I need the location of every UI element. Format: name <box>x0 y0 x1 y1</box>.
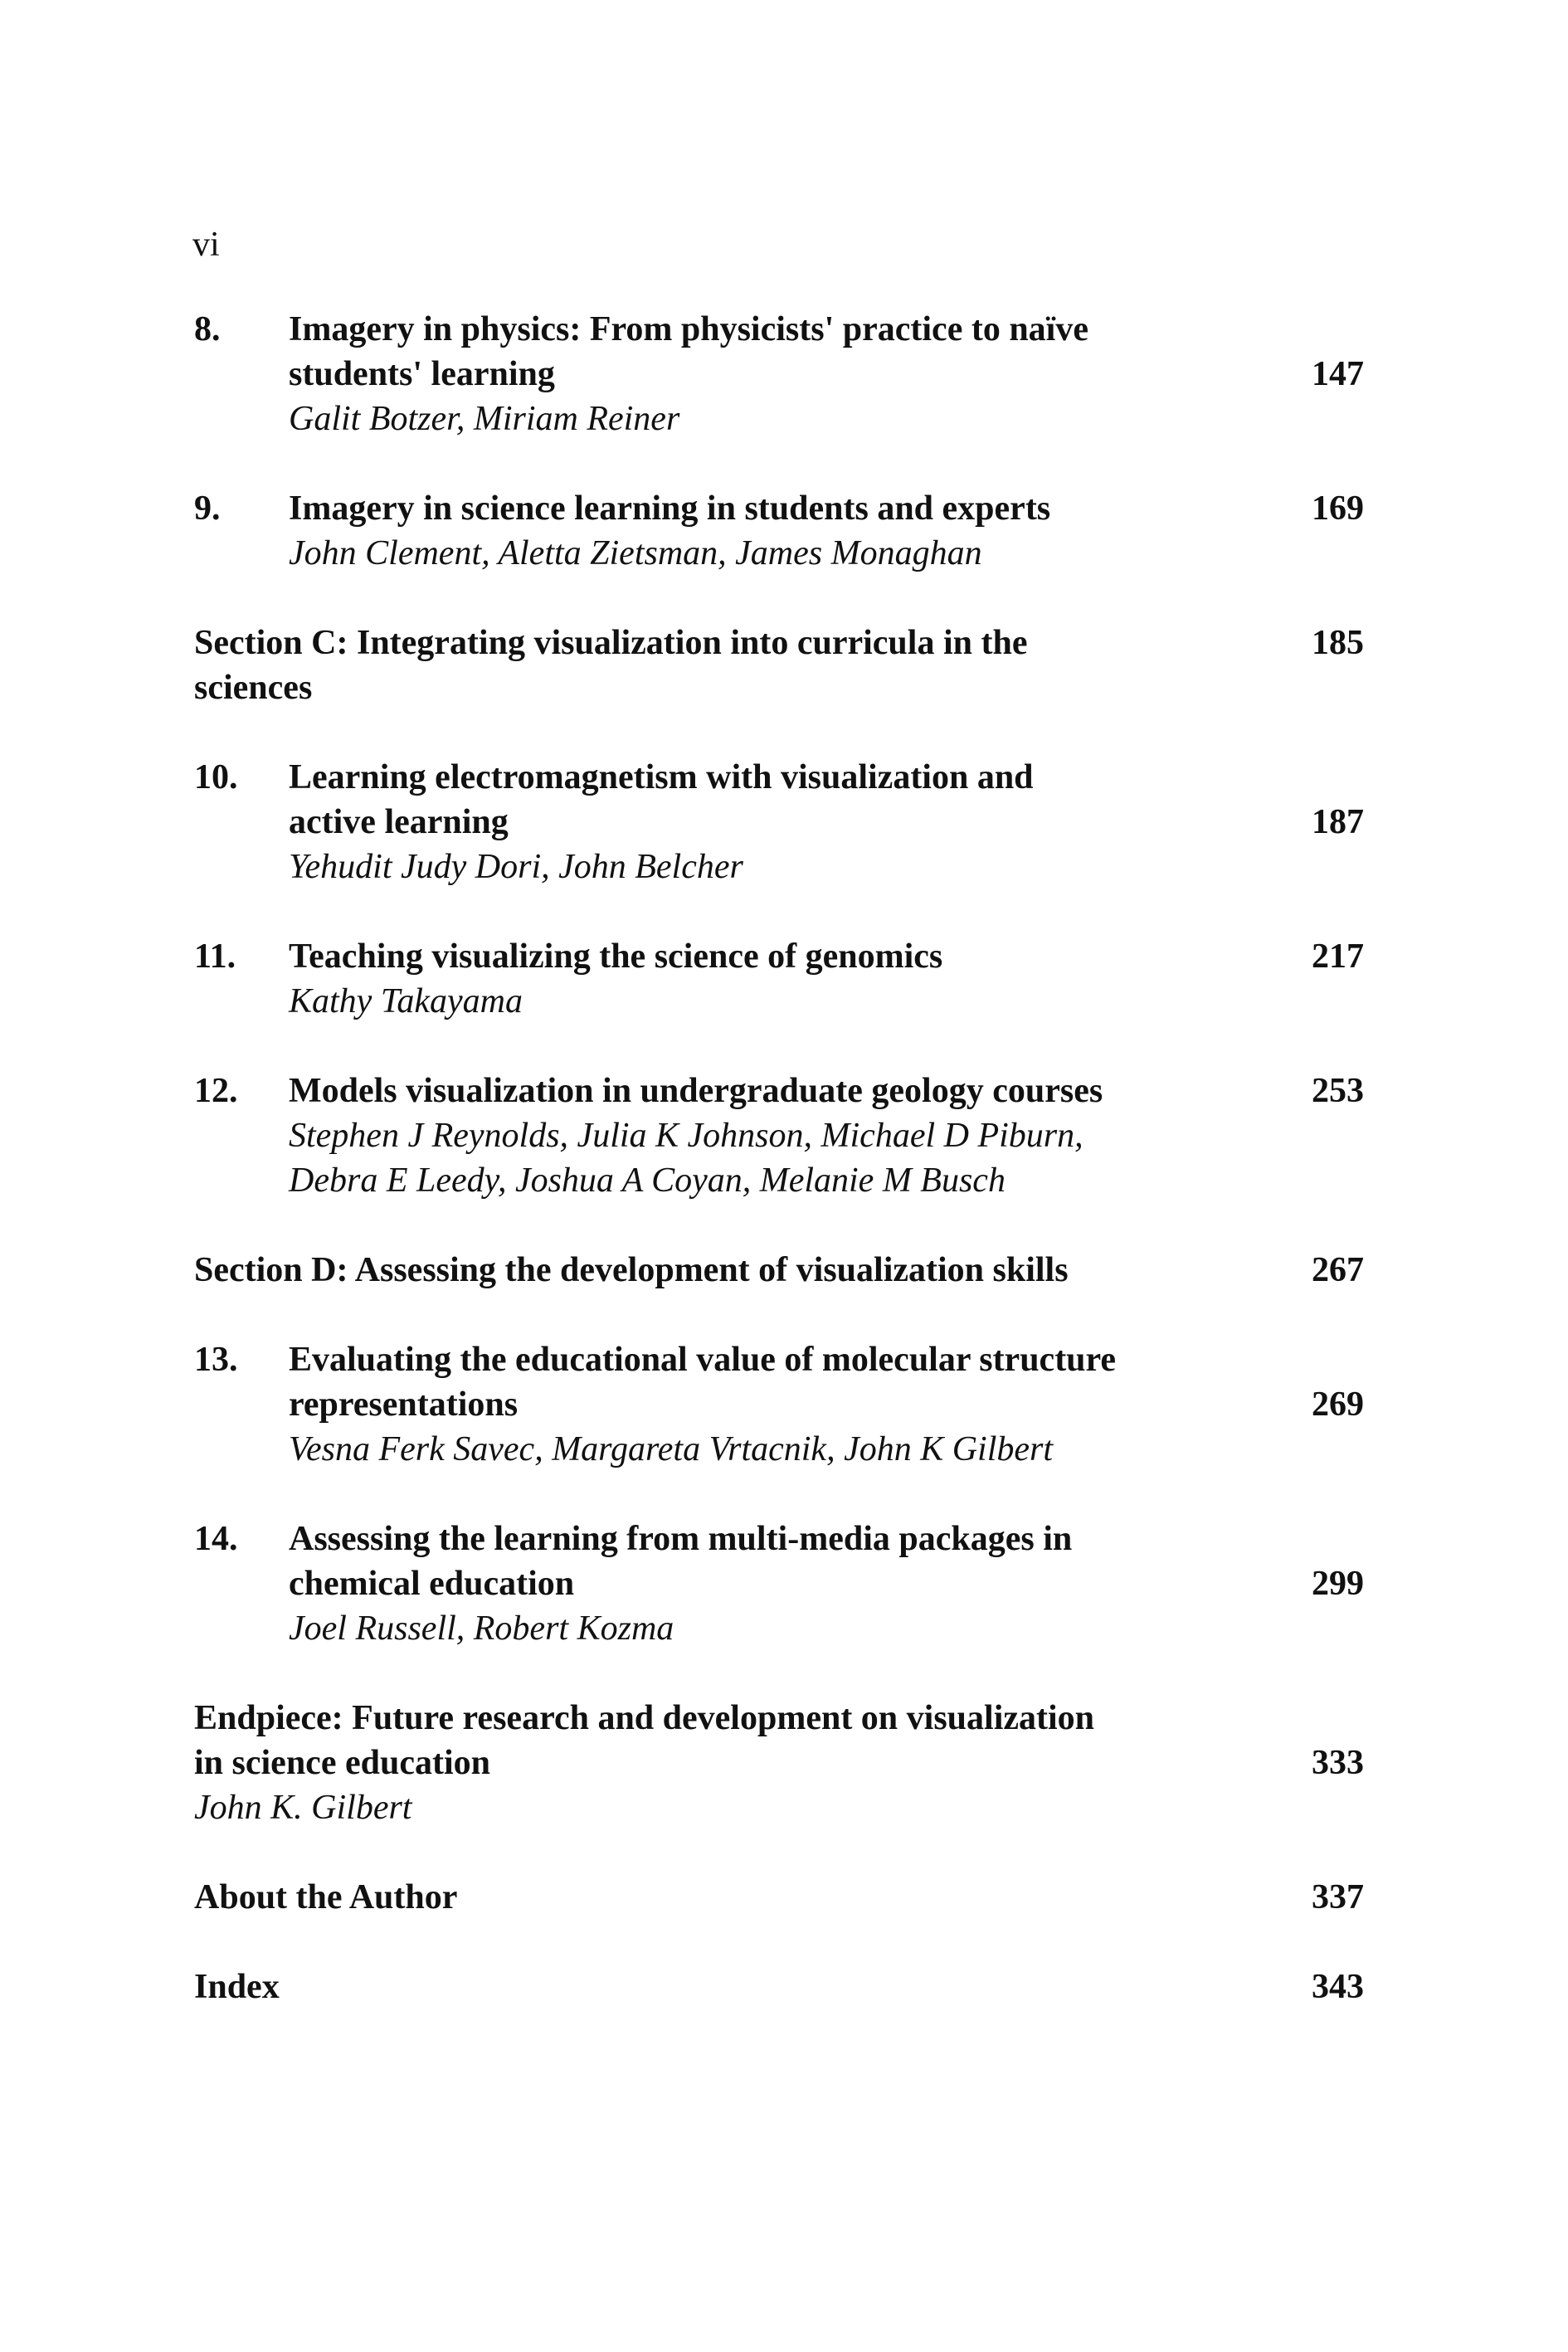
page-reference: 267 <box>1312 1251 1364 1289</box>
page-reference: 299 <box>1312 1565 1364 1603</box>
section-title-line: Endpiece: Future research and development on visualization <box>194 1699 1095 1737</box>
section-title-line: in science education <box>194 1744 490 1782</box>
chapter-title-line: Evaluating the educational value of molecular structure <box>289 1341 1117 1379</box>
chapter-number: 9. <box>194 489 221 528</box>
chapter-authors: Joel Russell, Robert Kozma <box>289 1609 674 1648</box>
chapter-authors: Vesna Ferk Savec, Margareta Vrtacnik, John K Gilbert <box>289 1430 1054 1468</box>
page-reference: 253 <box>1312 1072 1364 1110</box>
chapter-title-line: Imagery in physics: From physicists' practice to naïve <box>289 310 1088 348</box>
chapter-title-line: students' learning <box>289 355 555 393</box>
chapter-title-line: representations <box>289 1385 519 1424</box>
page-reference: 343 <box>1312 1968 1364 2006</box>
section-title-line: sciences <box>194 669 313 707</box>
page-reference: 185 <box>1312 624 1364 662</box>
chapter-authors: John Clement, Aletta Zietsman, James Monaghan <box>289 534 982 572</box>
section-title-line: About the Author <box>194 1878 458 1916</box>
chapter-number: 14. <box>194 1520 238 1558</box>
page-reference: 169 <box>1312 489 1364 528</box>
chapter-title-line: Assessing the learning from multi-media packages in <box>289 1520 1073 1558</box>
chapter-authors: Debra E Leedy, Joshua A Coyan, Melanie M Busch <box>289 1161 1006 1200</box>
chapter-title-line: active learning <box>289 803 509 841</box>
chapter-title-line: Teaching visualizing the science of genomics <box>289 937 943 976</box>
chapter-title-line: chemical education <box>289 1565 575 1603</box>
page-reference: 187 <box>1312 803 1364 841</box>
section-title-line: Section C: Integrating visualization into curricula in the <box>194 624 1028 662</box>
chapter-number: 13. <box>194 1341 238 1379</box>
page-reference: 217 <box>1312 937 1364 976</box>
section-authors: John K. Gilbert <box>194 1789 412 1827</box>
chapter-number: 12. <box>194 1072 238 1110</box>
chapter-number: 11. <box>194 937 236 976</box>
chapter-authors: Galit Botzer, Miriam Reiner <box>289 400 680 438</box>
section-title-line: Section D: Assessing the development of visualization skills <box>194 1251 1069 1289</box>
section-title-line: Index <box>194 1968 280 2006</box>
page-reference: 269 <box>1312 1385 1364 1424</box>
page-reference: 337 <box>1312 1878 1364 1916</box>
chapter-authors: Yehudit Judy Dori, John Belcher <box>289 848 743 886</box>
page-reference: 333 <box>1312 1744 1364 1782</box>
chapter-title-line: Learning electromagnetism with visualization and <box>289 758 1034 796</box>
page-number: vi <box>192 226 220 264</box>
chapter-title-line: Models visualization in undergraduate geology courses <box>289 1072 1103 1110</box>
chapter-title-line: Imagery in science learning in students and experts <box>289 489 1051 528</box>
chapter-authors: Kathy Takayama <box>289 982 523 1020</box>
chapter-authors: Stephen J Reynolds, Julia K Johnson, Michael D Piburn, <box>289 1117 1083 1155</box>
chapter-number: 8. <box>194 310 221 348</box>
page-reference: 147 <box>1312 355 1364 393</box>
chapter-number: 10. <box>194 758 238 796</box>
